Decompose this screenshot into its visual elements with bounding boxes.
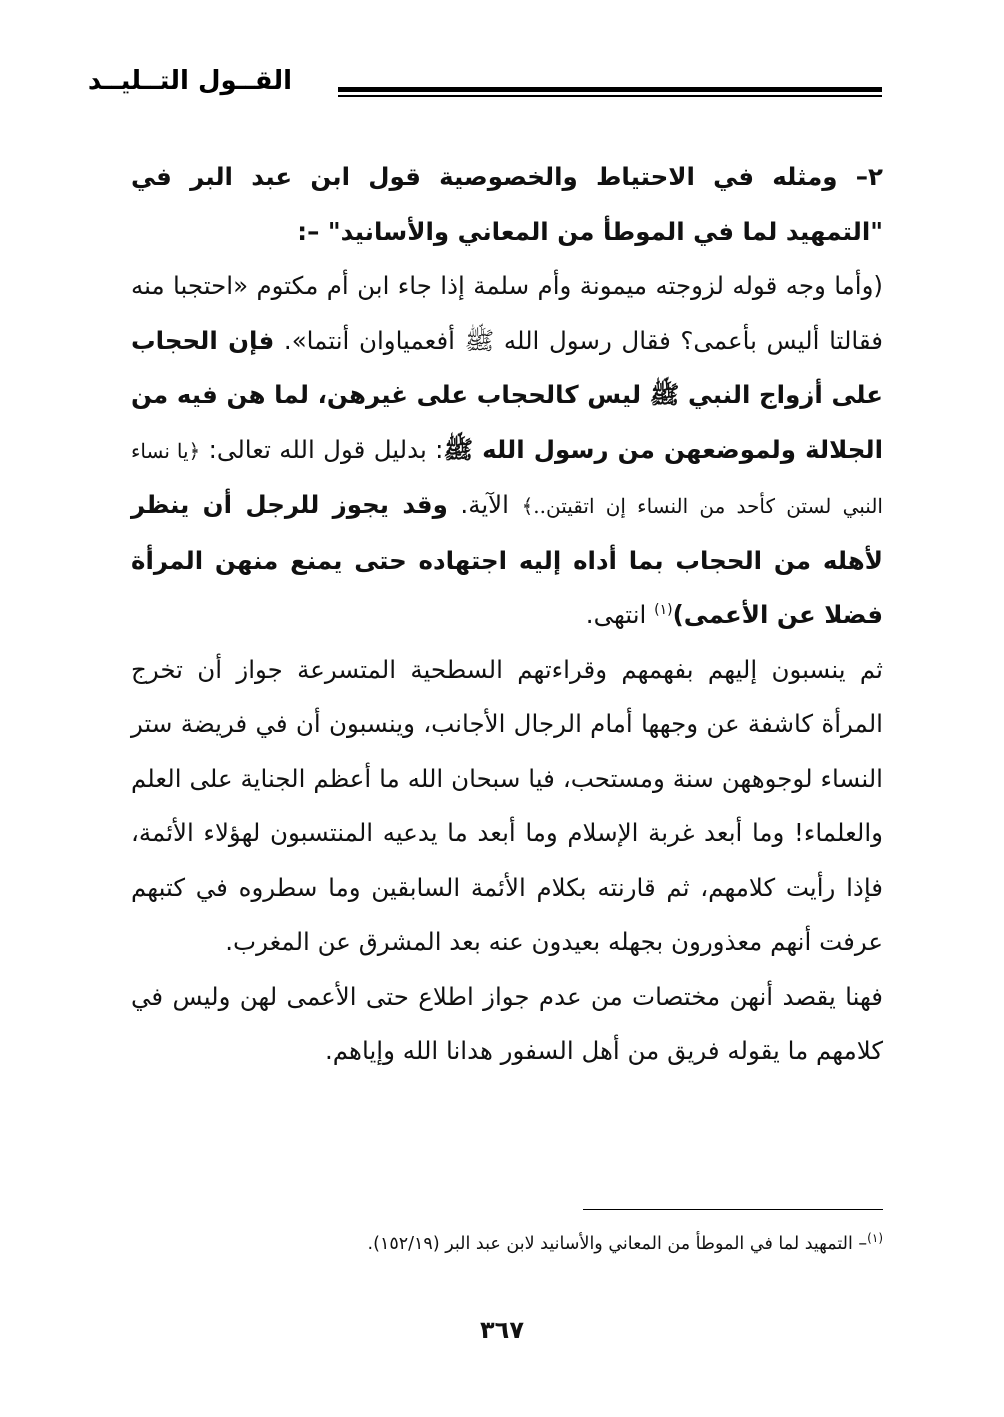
footnote-mark: (١) — [867, 1231, 883, 1246]
footnote-separator — [583, 1209, 883, 1210]
footnote-reference[interactable]: (١) — [654, 601, 673, 618]
footnote-text: – التمهيد لما في الموطأ من المعاني والأسانيد لابن عبد البر (١٥٢/١٩). — [367, 1234, 868, 1254]
page-number: ٣٦٧ — [480, 1316, 524, 1344]
quote-text-2: : بدليل قول الله تعالى: — [208, 434, 444, 464]
quran-verse: ﴿يا نساء النبي لستن كأحد من النساء إن اتقيتن..﴾ — [131, 438, 883, 518]
header-rule-thick — [338, 87, 882, 92]
quote-text-3: الآية. — [447, 490, 522, 519]
quote-bold-1: فإن الحجاب على أزواج النبي ﷺ ليس كالحجاب على غيرهن، لما هن فيه من الجلالة ولموضعهن من رسول الله ﷺ — [131, 325, 883, 464]
quote-end: انتهى. — [585, 600, 655, 629]
header-rule-thin — [338, 95, 882, 97]
header-rule — [338, 87, 882, 99]
quote-text-1: (وأما وجه قوله لزوجته ميمونة وأم سلمة إذا جاء ابن أم مكتوم «احتجبا منه فقالتا أليس بأعمى؟ فقال رسول الله ﷺ أفعمياوان أنتما». — [131, 271, 883, 355]
running-header-title: القــول التــليــد — [87, 66, 292, 96]
section-heading: ٢– ومثله في الاحتياط والخصوصية قول ابن عبد البر في "التمهيد لما في الموطأ من المعاني والأسانيد" –: — [131, 162, 883, 246]
quote-bold-2: وقد يجوز للرجل أن ينظر لأهله من الحجاب بما أداه إليه اجتهاده حتى يمنع منهن المرأة فضلا عن الأعمى) — [131, 490, 883, 629]
quotation-paragraph — [131, 259, 883, 643]
paragraph-2: ثم ينسبون إليهم بفهمهم وقراءتهم السطحية المتسرعة جواز أن تخرج المرأة كاشفة عن وجهها أمام الرجال الأجانب، وينسبون أن في فريضة ستر النساء لوجوههن سنة ومستحب، فيا سبحان الله ما أعظم الجناية على العلم والعلماء! وما أبعد غربة الإسلام وما أبعد ما يدعيه المنتسبون لهؤلاء الأئمة، فإذا رأيت كلامهم، ثم قارنته بكلام الأئمة السابقين وما سطروه في كتبهم عرفت أنهم معذورون بجهله بعيدون عنه بعد المشرق عن المغرب. — [131, 654, 883, 956]
main-text — [131, 150, 883, 1079]
paragraph-3: فهنا يقصد أنهن مختصات من عدم جواز اطلاع حتى الأعمى لهن وليس في كلامهم ما يقوله فريق من أهل السفور هدانا الله وإياهم. — [131, 981, 883, 1065]
footnote — [131, 1230, 883, 1258]
